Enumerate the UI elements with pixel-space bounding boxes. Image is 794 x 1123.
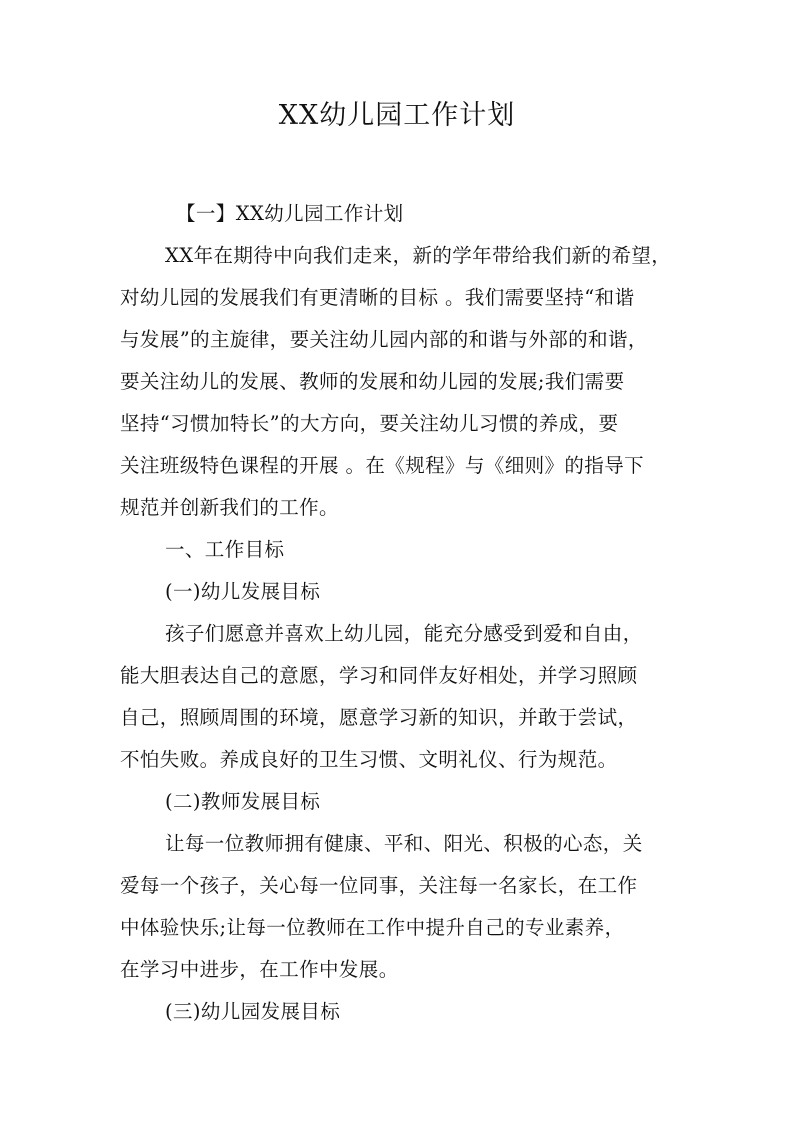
paragraph-line: 不怕失败。养成良好的卫生习惯、文明礼仪、行为规范。 xyxy=(120,748,618,771)
paragraph-line: 要关注幼儿的发展、教师的发展和幼儿园的发展;我们需要 xyxy=(120,370,625,393)
section-heading: 一、工作目标 xyxy=(165,538,285,561)
paragraph-line: 爱每一个孩子，关心每一位同事，关注每一名家长，在工作 xyxy=(120,874,638,897)
paragraph-line: 对幼儿园的发展我们有更清晰的目标 。我们需要坚持“和谐 xyxy=(120,286,635,309)
subsection-heading: (一)幼儿发展目标 xyxy=(165,580,321,603)
paragraph-line: 中体验快乐;让每一位教师在工作中提升自己的专业素养， xyxy=(120,916,625,939)
paragraph-line: 在学习中进步，在工作中发展。 xyxy=(120,958,399,981)
paragraph-line: 与发展”的主旋律，要关注幼儿园内部的和谐与外部的和谐， xyxy=(120,328,648,351)
paragraph-line: 能大胆表达自己的意愿，学习和同伴友好相处，并学习照顾 xyxy=(120,664,638,687)
subsection-heading: (二)教师发展目标 xyxy=(165,790,321,813)
section-heading: 【一】XX幼儿园工作计划 xyxy=(176,202,404,225)
paragraph-line: 让每一位教师拥有健康、平和、阳光、积极的心态，关 xyxy=(165,832,643,855)
paragraph-line: 孩子们愿意并喜欢上幼儿园，能充分感受到爱和自由， xyxy=(165,622,643,645)
paragraph-line: XX年在期待中向我们走来，新的学年带给我们新的希望， xyxy=(165,244,672,267)
paragraph-line: 坚持“习惯加特长”的大方向，要关注幼儿习惯的养成，要 xyxy=(120,412,619,435)
paragraph-line: 自己，照顾周围的环境，愿意学习新的知识，并敢于尝试， xyxy=(120,706,638,729)
subsection-heading: (三)幼儿园发展目标 xyxy=(165,1000,341,1023)
document-title: XX幼儿园工作计划 xyxy=(278,100,516,131)
paragraph-line: 关注班级特色课程的开展 。在《规程》与《细则》的指导下 xyxy=(120,454,644,477)
paragraph-line: 规范并创新我们的工作。 xyxy=(120,496,339,519)
